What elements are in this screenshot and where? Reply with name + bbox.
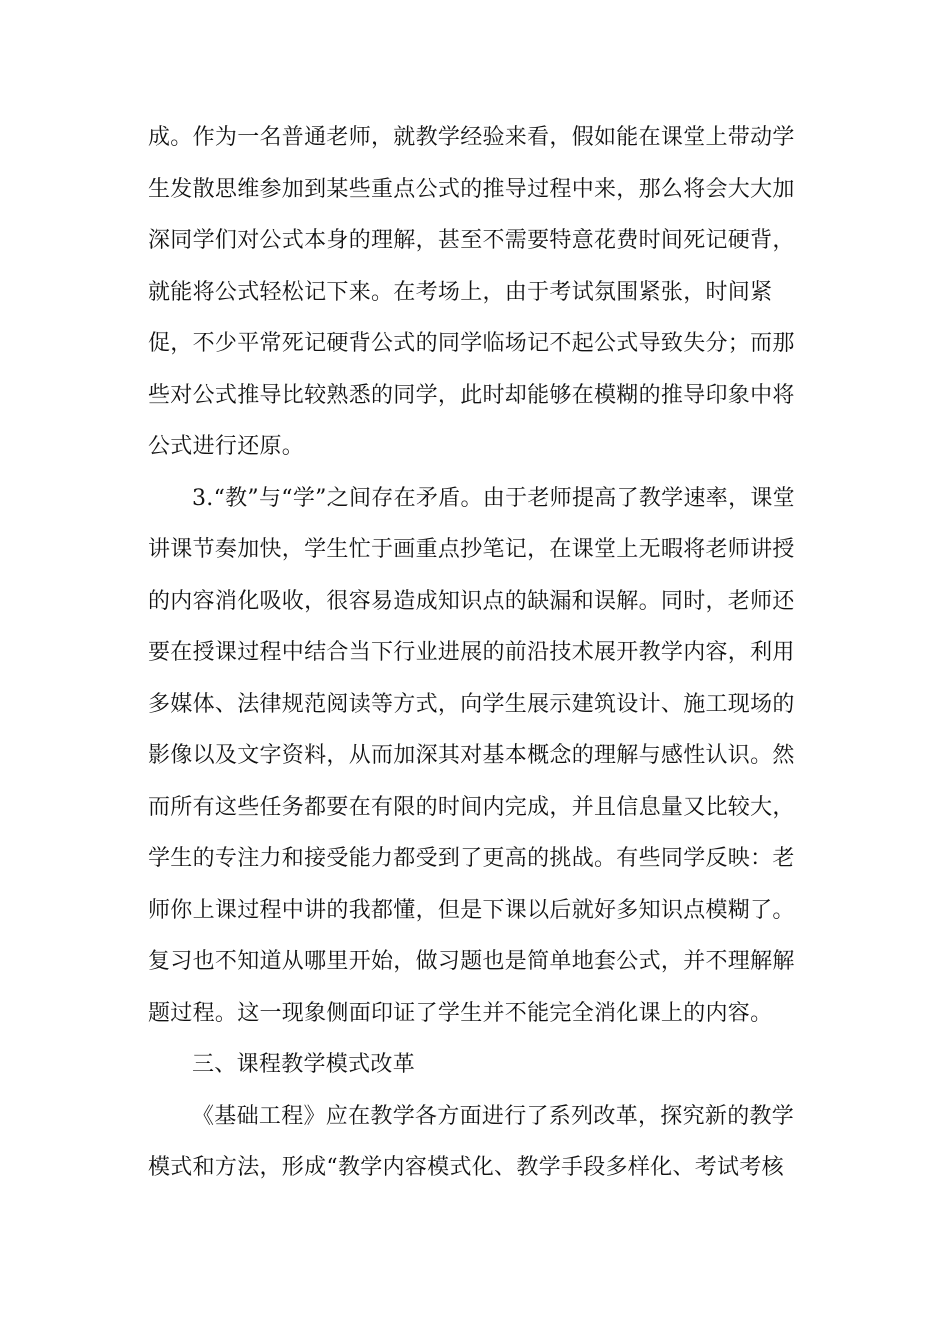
text-line: 影像以及文字资料，从而加深其对基本概念的理解与感性认识。然 — [148, 743, 795, 768]
text-line: 讲课节奏加快，学生忙于画重点抄笔记，在课堂上无暇将老师讲授 — [148, 537, 795, 562]
text-line: 促，不少平常死记硬背公式的同学临场记不起公式导致失分；而那 — [148, 331, 795, 356]
text-line: 生发散思维参加到某些重点公式的推导过程中来，那么将会大大加 — [148, 176, 795, 202]
text-line: 模式和方法，形成“教学内容模式化、教学手段多样化、考试考核 — [148, 1155, 784, 1180]
text-line: 成。作为一名普通老师，就教学经验来看，假如能在课堂上带动学 — [148, 125, 795, 150]
paragraph-start-line: 《基础工程》应在教学各方面进行了系列改革，探究新的教学 — [192, 1103, 795, 1129]
text-line: 复习也不知道从哪里开始，做习题也是简单地套公式，并不理解解 — [148, 949, 795, 974]
text-line: 些对公式推导比较熟悉的同学，此时却能够在模糊的推导印象中将 — [148, 382, 795, 408]
paragraph-start-line: 3.“教”与“学”之间存在矛盾。由于老师提高了教学速率，课堂 — [192, 485, 795, 511]
text-line: 而所有这些任务都要在有限的时间内完成，并且信息量又比较大， — [148, 794, 795, 820]
text-line: 学生的专注力和接受能力都受到了更高的挑战。有些同学反映：老 — [148, 846, 795, 871]
document-body — [148, 112, 802, 1194]
text-line: 就能将公式轻松记下来。在考场上，由于考试氛围紧张，时间紧 — [148, 279, 773, 305]
text-line: 师你上课过程中讲的我都懂，但是下课以后就好多知识点模糊了。 — [148, 897, 795, 923]
text-line: 要在授课过程中结合当下行业进展的前沿技术展开教学内容，利用 — [148, 640, 795, 665]
text-line: 的内容消化吸收，很容易造成知识点的缺漏和误解。同时，老师还 — [148, 588, 795, 614]
text-line: 多媒体、法律规范阅读等方式，向学生展示建筑设计、施工现场的 — [148, 691, 795, 717]
text-line: 题过程。这一现象侧面印证了学生并不能完全消化课上的内容。 — [148, 1000, 773, 1026]
text-line: 公式进行还原。 — [148, 434, 305, 459]
text-line: 深同学们对公式本身的理解，甚至不需要特意花费时间死记硬背， — [148, 228, 795, 253]
section-heading: 三、课程教学模式改革 — [192, 1052, 416, 1077]
